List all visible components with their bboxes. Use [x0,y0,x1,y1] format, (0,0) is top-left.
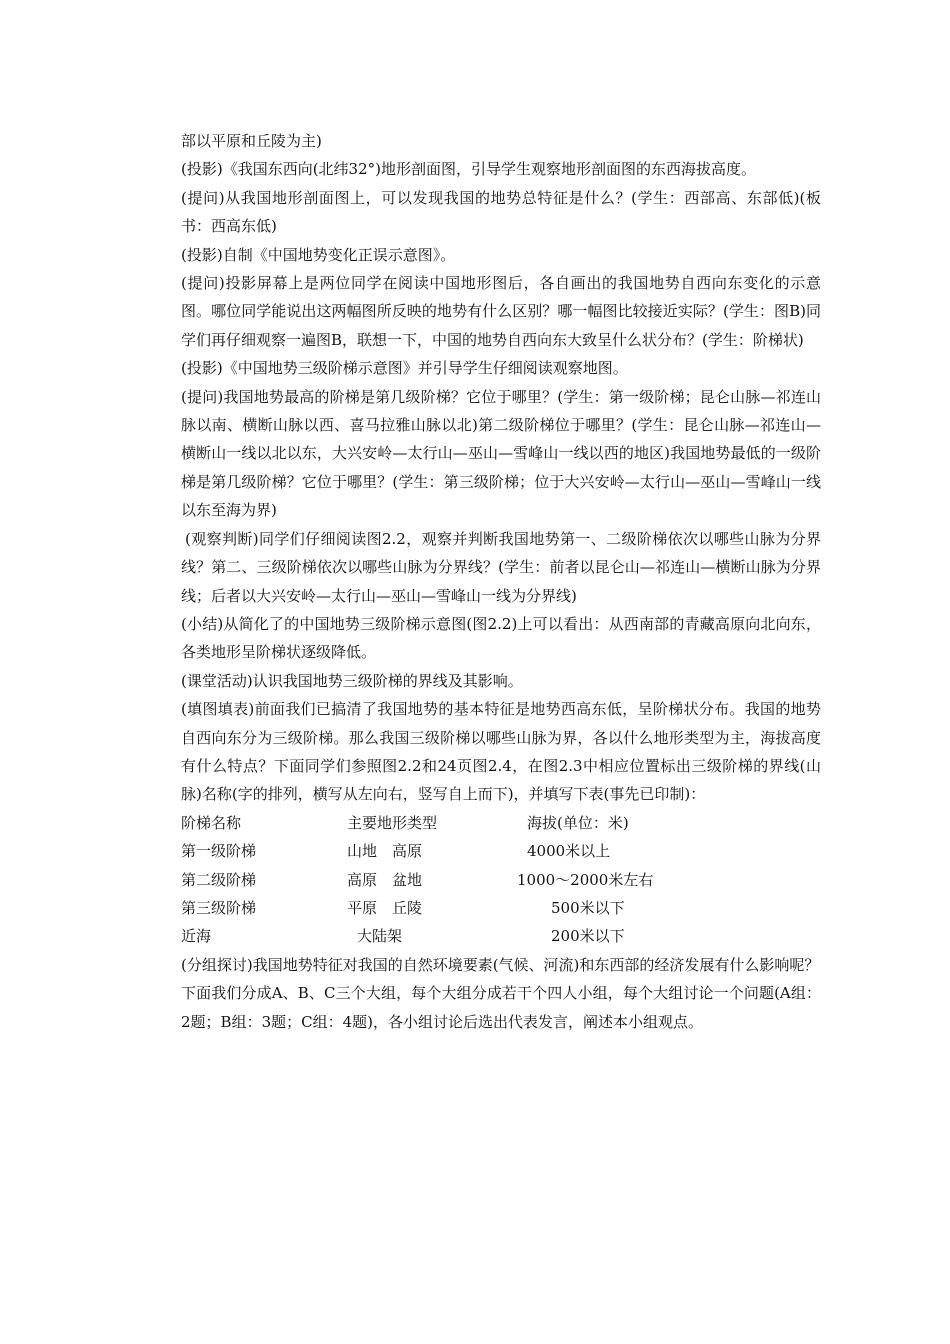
paragraph: (提问)我国地势最高的阶梯是第几级阶梯？它位于哪里？(学生：第一级阶梯；昆仑山脉—祁连山脉以南、横断山脉以西、喜马拉雅山脉以北)第二级阶梯位于哪里？(学生：昆仑山脉—祁连山—横断山一线以北以东，大兴安岭—太行山—巫山—雪峰山一线以西的地区)我国地势最低的一级阶梯是第几级阶梯？它位于哪里？(学生：第三级阶梯；位于大兴安岭—太行山—巫山—雪峰山一线以东至海为界) [181,387,821,520]
paragraph: (投影)自制《中国地势变化正误示意图》。 [181,245,456,264]
paragraph: (观察判断)同学们仔细阅读图2.2，观察并判断我国地势第一、二级阶梯依次以哪些山脉为分界线？第二、三级阶梯依次以哪些山脉为分界线？(学生：前者以昆仑山—祁连山—横断山脉为分界线；后者以大兴安岭—太行山—巫山—雪峰山一线为分界线) [181,529,821,605]
paragraph: (课堂活动)认识我国地势三级阶梯的界线及其影响。 [181,671,523,690]
paragraph: (填图填表)前面我们已搞清了我国地势的基本特征是地势西高东低，呈阶梯状分布。我国的地势自西向东分为三级阶梯。那么我国三级阶梯以哪些山脉为界，各以什么地形类型为主，海拔高度有什么特点？下面同学们参照图2.2和24页图2.4，在图2.3中相应位置标出三级阶梯的界线(山脉)名称(字的排列，横写从左向右，竖写自上而下)，并填写下表(事先已印制)： [181,700,821,804]
table-cell: 高原 盆地 [347,870,423,889]
document-page [181,127,821,1036]
table-row [181,922,821,950]
table-cell: 500米以下 [551,898,625,917]
table-row [181,894,821,922]
table-cell: 山地 高原 [347,842,423,861]
table-header-cell: 主要地形类型 [347,813,438,832]
paragraph: (投影)《中国地势三级阶梯示意图》并引导学生仔细阅读观察地图。 [181,359,628,378]
table-cell: 平原 丘陵 [347,898,423,917]
paragraph: (投影)《我国东西向(北纬32°)地形剖面图，引导学生观察地形剖面图的东西海拔高度。 [181,160,756,179]
table-header-cell: 阶梯名称 [181,813,242,832]
table-cell: 大陆架 [357,927,403,946]
paragraph: 部以平原和丘陵为主) [181,132,322,150]
table-header-row [181,809,821,837]
paragraph: (小结)从简化了的中国地势三级阶梯示意图(图2.2)上可以看出：从西南部的青藏高原向北向东，各类地形呈阶梯状逐级降低。 [181,614,821,662]
paragraph: (提问)投影屏幕上是两位同学在阅读中国地形图后，各自画出的我国地势自西向东变化的示意图。哪位同学能说出这两幅图所反映的地势有什么区别？哪一幅图比较接近实际？(学生：图B)同学们再仔细观察一遍图B，联想一下，中国的地势自西向东大致呈什么状分布？(学生：阶梯状) [181,274,821,349]
table-row [181,837,821,865]
table-cell: 第二级阶梯 [181,870,257,889]
table-row [181,866,821,894]
table-cell: 第一级阶梯 [181,842,257,861]
table-cell: 200米以下 [551,927,625,946]
terrain-steps-table [181,809,821,951]
table-cell: 第三级阶梯 [181,898,257,917]
paragraph: (提问)从我国地形剖面图上，可以发现我国的地势总特征是什么？(学生：西部高、东部低)(板书：西高东低) [181,188,821,236]
paragraph: (分组探讨)我国地势特征对我国的自然环境要素(气候、河流)和东西部的经济发展有什么影响呢？ [181,955,820,974]
table-cell: 近海 [181,927,212,946]
table-cell: 4000米以上 [527,842,611,861]
table-header-cell: 海拔(单位：米) [527,813,629,832]
paragraph: 下面我们分成A、B、C三个大组，每个大组分成若干个四人小组，每个大组讨论一个问题(A组：2题；B组：3题；C组：4题)，各小组讨论后选出代表发言，阐述本小组观点。 [181,984,821,1031]
table-cell: 1000～2000米左右 [517,870,654,889]
